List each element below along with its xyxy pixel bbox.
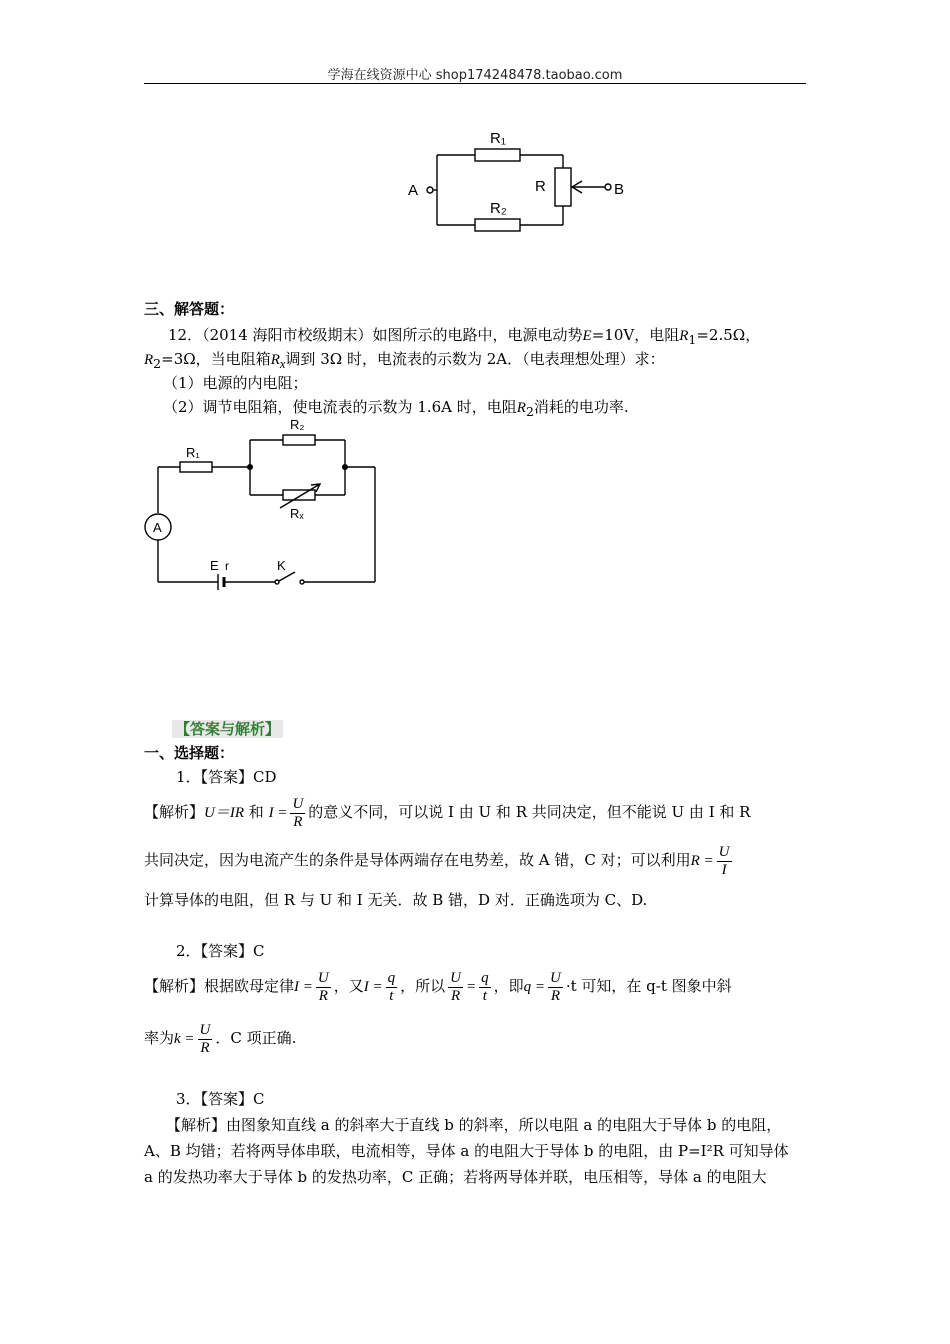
switch-k — [275, 580, 279, 584]
resistor-r1 — [180, 462, 212, 472]
circuit-diagram-1 — [400, 118, 640, 238]
label-e: E — [210, 558, 219, 573]
resistor-r2 — [475, 219, 520, 231]
answer-3-line-3: a 的发热功率大于导体 b 的发热功率，C 正确；若将两导体并联，电压相等，导体 a 的电阻大 — [144, 1168, 767, 1186]
label-r-internal: r — [225, 559, 229, 573]
answer-1-head: 1．【答案】CD — [176, 768, 277, 786]
label-r2: R₂ — [490, 200, 507, 217]
answer-2-head: 2．【答案】C — [176, 942, 265, 960]
q12-part-1: （1）电源的内电阻； — [163, 374, 308, 392]
terminal-b — [605, 184, 611, 190]
resistor-rx — [283, 490, 315, 500]
label-k: K — [277, 558, 286, 573]
label-ammeter: A — [153, 520, 162, 535]
label-b: B — [614, 181, 625, 198]
circuit-diagram-2 — [140, 415, 385, 590]
answer-1-line-3: 计算导体的电阻，但 R 与 U 和 I 无关．故 B 错，D 对．正确选项为 C、D. — [144, 891, 648, 909]
resistor-r1 — [475, 149, 520, 161]
answers-title: 【答案与解析】 — [172, 718, 283, 740]
page-header: 学海在线资源中心 shop174248478.taobao.com — [327, 68, 623, 83]
answer-2-line-1: 【解析】根据欧母定律I = $\frac{U}{R}$ ，又I = $\frac{q}{t}$ ，所以 $\frac{U}{R}$ = $\frac{q}{t}$ ，即q = $\frac{U}{R}$ ·t 可知，在 q-t 图象中斜 — [144, 969, 732, 1004]
label-a: A — [408, 182, 419, 199]
label-r2: R₂ — [290, 417, 305, 432]
answer-3-line-1: 【解析】由图象知直线 a 的斜率大于直线 b 的斜率，所以电阻 a 的电阻大于导体 b 的电阻， — [166, 1116, 782, 1134]
resistor-r2 — [283, 435, 315, 445]
answer-2-line-2: 率为k = $\frac{U}{R}$ ．C 项正确. — [144, 1021, 297, 1056]
label-r1: R₁ — [186, 445, 200, 460]
fraction-u-over-i: $\frac{U}{I}$ — [718, 843, 730, 878]
section-heading-1: 一、选择题： — [144, 744, 235, 762]
rheostat-r — [555, 168, 571, 206]
label-r: R — [535, 178, 546, 195]
terminal-a — [427, 187, 433, 193]
header-rule — [144, 83, 806, 84]
answer-1-line-2: 共同决定，因为电流产生的条件是导体两端存在电势差，故 A 错，C 对；可以利用R = $\frac{U}{I}$ — [144, 843, 730, 878]
answer-3-line-2: A、B 均错；若将两导体串联，电流相等，导体 a 的电阻大于导体 b 的电阻，由 P=I²R 可知导体 — [144, 1142, 789, 1160]
q12-line-1: 12．（2014 海阳市校级期末）如图所示的电路中，电源电动势E=10V，电阻$R_1=2.5\Omega$， — [168, 326, 761, 347]
answer-1-line-1: 【解析】U＝IR 和 I = $\frac{U}{R}$ 的意义不同，可以说 I 由 U 和 R 共同决定，但不能说 U 由 I 和 R — [144, 795, 751, 830]
label-rx: Rₓ — [290, 506, 304, 521]
label-r1: R₁ — [490, 130, 506, 147]
q12-part-2: （2）调节电阻箱，使电流表的示数为 1.6A 时，电阻$R_2$消耗的电功率. — [163, 398, 629, 419]
section-heading-3: 三、解答题： — [144, 300, 235, 318]
answer-3-head: 3．【答案】C — [176, 1090, 265, 1108]
fraction-u-over-r: $\frac{U}{R}$ — [292, 795, 304, 830]
q12-line-2: $R_2=3\Omega$，当电阻箱$R_x$调到 3Ω 时，电流表的示数为 2A．（电表理想处理）求： — [144, 350, 665, 371]
